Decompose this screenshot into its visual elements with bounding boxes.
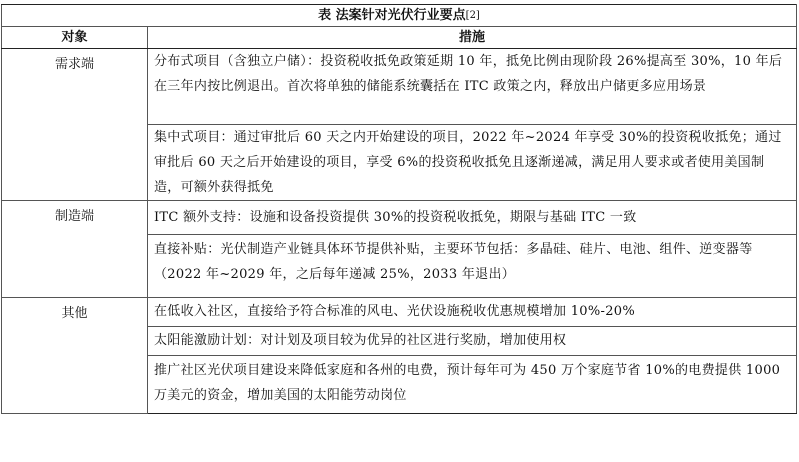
measure-cell: 集中式项目：通过审批后 60 天之内开始建设的项目，2022 年~2024 年享受 30%的投资税收抵免；通过审批后 60 天之后开始建设的项目，享受 6%的投资税收抵免且逐渐递减，满足用人要求或者使用美国制造，可额外获得抵免 <box>148 125 797 201</box>
citation-ref: [2] <box>465 10 480 21</box>
measure-cell: 分布式项目（含独立户储）：投资税收抵免政策延期 10 年，抵免比例由现阶段 26%提高至 30%，10 年后在三年内按比例退出。首次将单独的储能系统囊括在 ITC 政策之内，释放出户储更多应用场景 <box>148 49 797 125</box>
measure-cell: 在低收入社区，直接给予符合标准的风电、光伏设施税收优惠规模增加 10%-20% <box>148 298 797 327</box>
object-cell-manufacturing: 制造端 <box>2 201 148 298</box>
table-row <box>2 298 797 327</box>
measure-cell: 直接补贴：光伏制造产业链具体环节提供补贴，主要环节包括：多晶硅、硅片、电池、组件、逆变器等（2022 年~2029 年，之后每年递减 25%，2033 年退出） <box>148 235 797 298</box>
table-row <box>2 201 797 235</box>
object-cell-demand: 需求端 <box>2 49 148 201</box>
header-object: 对象 <box>2 27 148 49</box>
header-measures: 措施 <box>148 27 797 49</box>
caption-text: 表 法案针对光伏行业要点 <box>318 8 466 23</box>
header-row <box>2 27 797 49</box>
measure-cell: 太阳能激励计划：对计划及项目较为优异的社区进行奖励，增加使用权 <box>148 327 797 356</box>
measure-cell: 推广社区光伏项目建设来降低家庭和各州的电费，预计每年可为 450 万个家庭节省 10%的电费提供 1000 万美元的资金，增加美国的太阳能劳动岗位 <box>148 356 797 414</box>
table-caption-row <box>2 5 797 27</box>
policy-table <box>1 4 797 414</box>
measure-cell: ITC 额外支持：设施和设备投资提供 30%的投资税收抵免，期限与基础 ITC 一致 <box>148 201 797 235</box>
object-cell-other: 其他 <box>2 298 148 414</box>
table-caption <box>2 5 797 27</box>
table-row <box>2 49 797 125</box>
